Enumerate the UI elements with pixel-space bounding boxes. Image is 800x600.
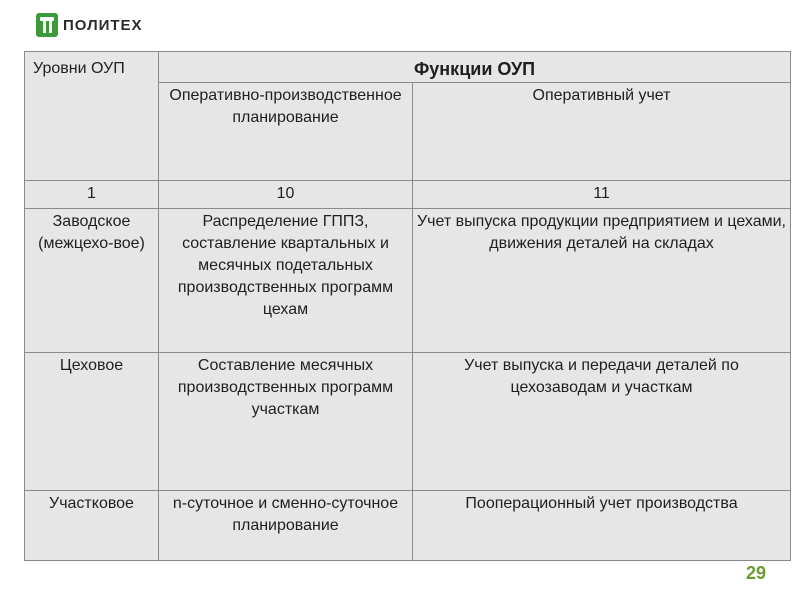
brand-name: ПОЛИТЕХ xyxy=(63,16,143,34)
politech-logo-icon xyxy=(36,13,58,37)
level-cell: Участковое xyxy=(25,491,159,561)
table-header-row xyxy=(25,52,791,83)
page-number: 29 xyxy=(745,563,766,583)
brand-logo xyxy=(36,12,143,38)
oup-functions-table xyxy=(24,51,791,561)
accounting-cell: Учет выпуска продукции предприятием и цехами, движения деталей на складах xyxy=(413,209,791,353)
subheader-accounting: Оперативный учет xyxy=(413,83,791,181)
column-number: 1 xyxy=(25,181,159,209)
accounting-cell: Учет выпуска и передачи деталей по цехозаводам и участкам xyxy=(413,353,791,491)
subheader-planning: Оперативно-производственное планирование xyxy=(159,83,413,181)
level-cell: Цеховое xyxy=(25,353,159,491)
table-row xyxy=(25,491,791,561)
table-row xyxy=(25,353,791,491)
levels-header: Уровни ОУП xyxy=(25,52,159,181)
column-number: 10 xyxy=(159,181,413,209)
column-number: 11 xyxy=(413,181,791,209)
functions-header: Функции ОУП xyxy=(159,52,791,83)
accounting-cell: Пооперационный учет производства xyxy=(413,491,791,561)
planning-cell: Распределение ГППЗ, составление квартальных и месячных подетальных производственных программ цехам xyxy=(159,209,413,353)
table-number-row xyxy=(25,181,791,209)
table-row xyxy=(25,209,791,353)
level-cell: Заводское (межцехо-вое) xyxy=(25,209,159,353)
planning-cell: Составление месячных производственных программ участкам xyxy=(159,353,413,491)
planning-cell: n-суточное и сменно-суточное планирование xyxy=(159,491,413,561)
